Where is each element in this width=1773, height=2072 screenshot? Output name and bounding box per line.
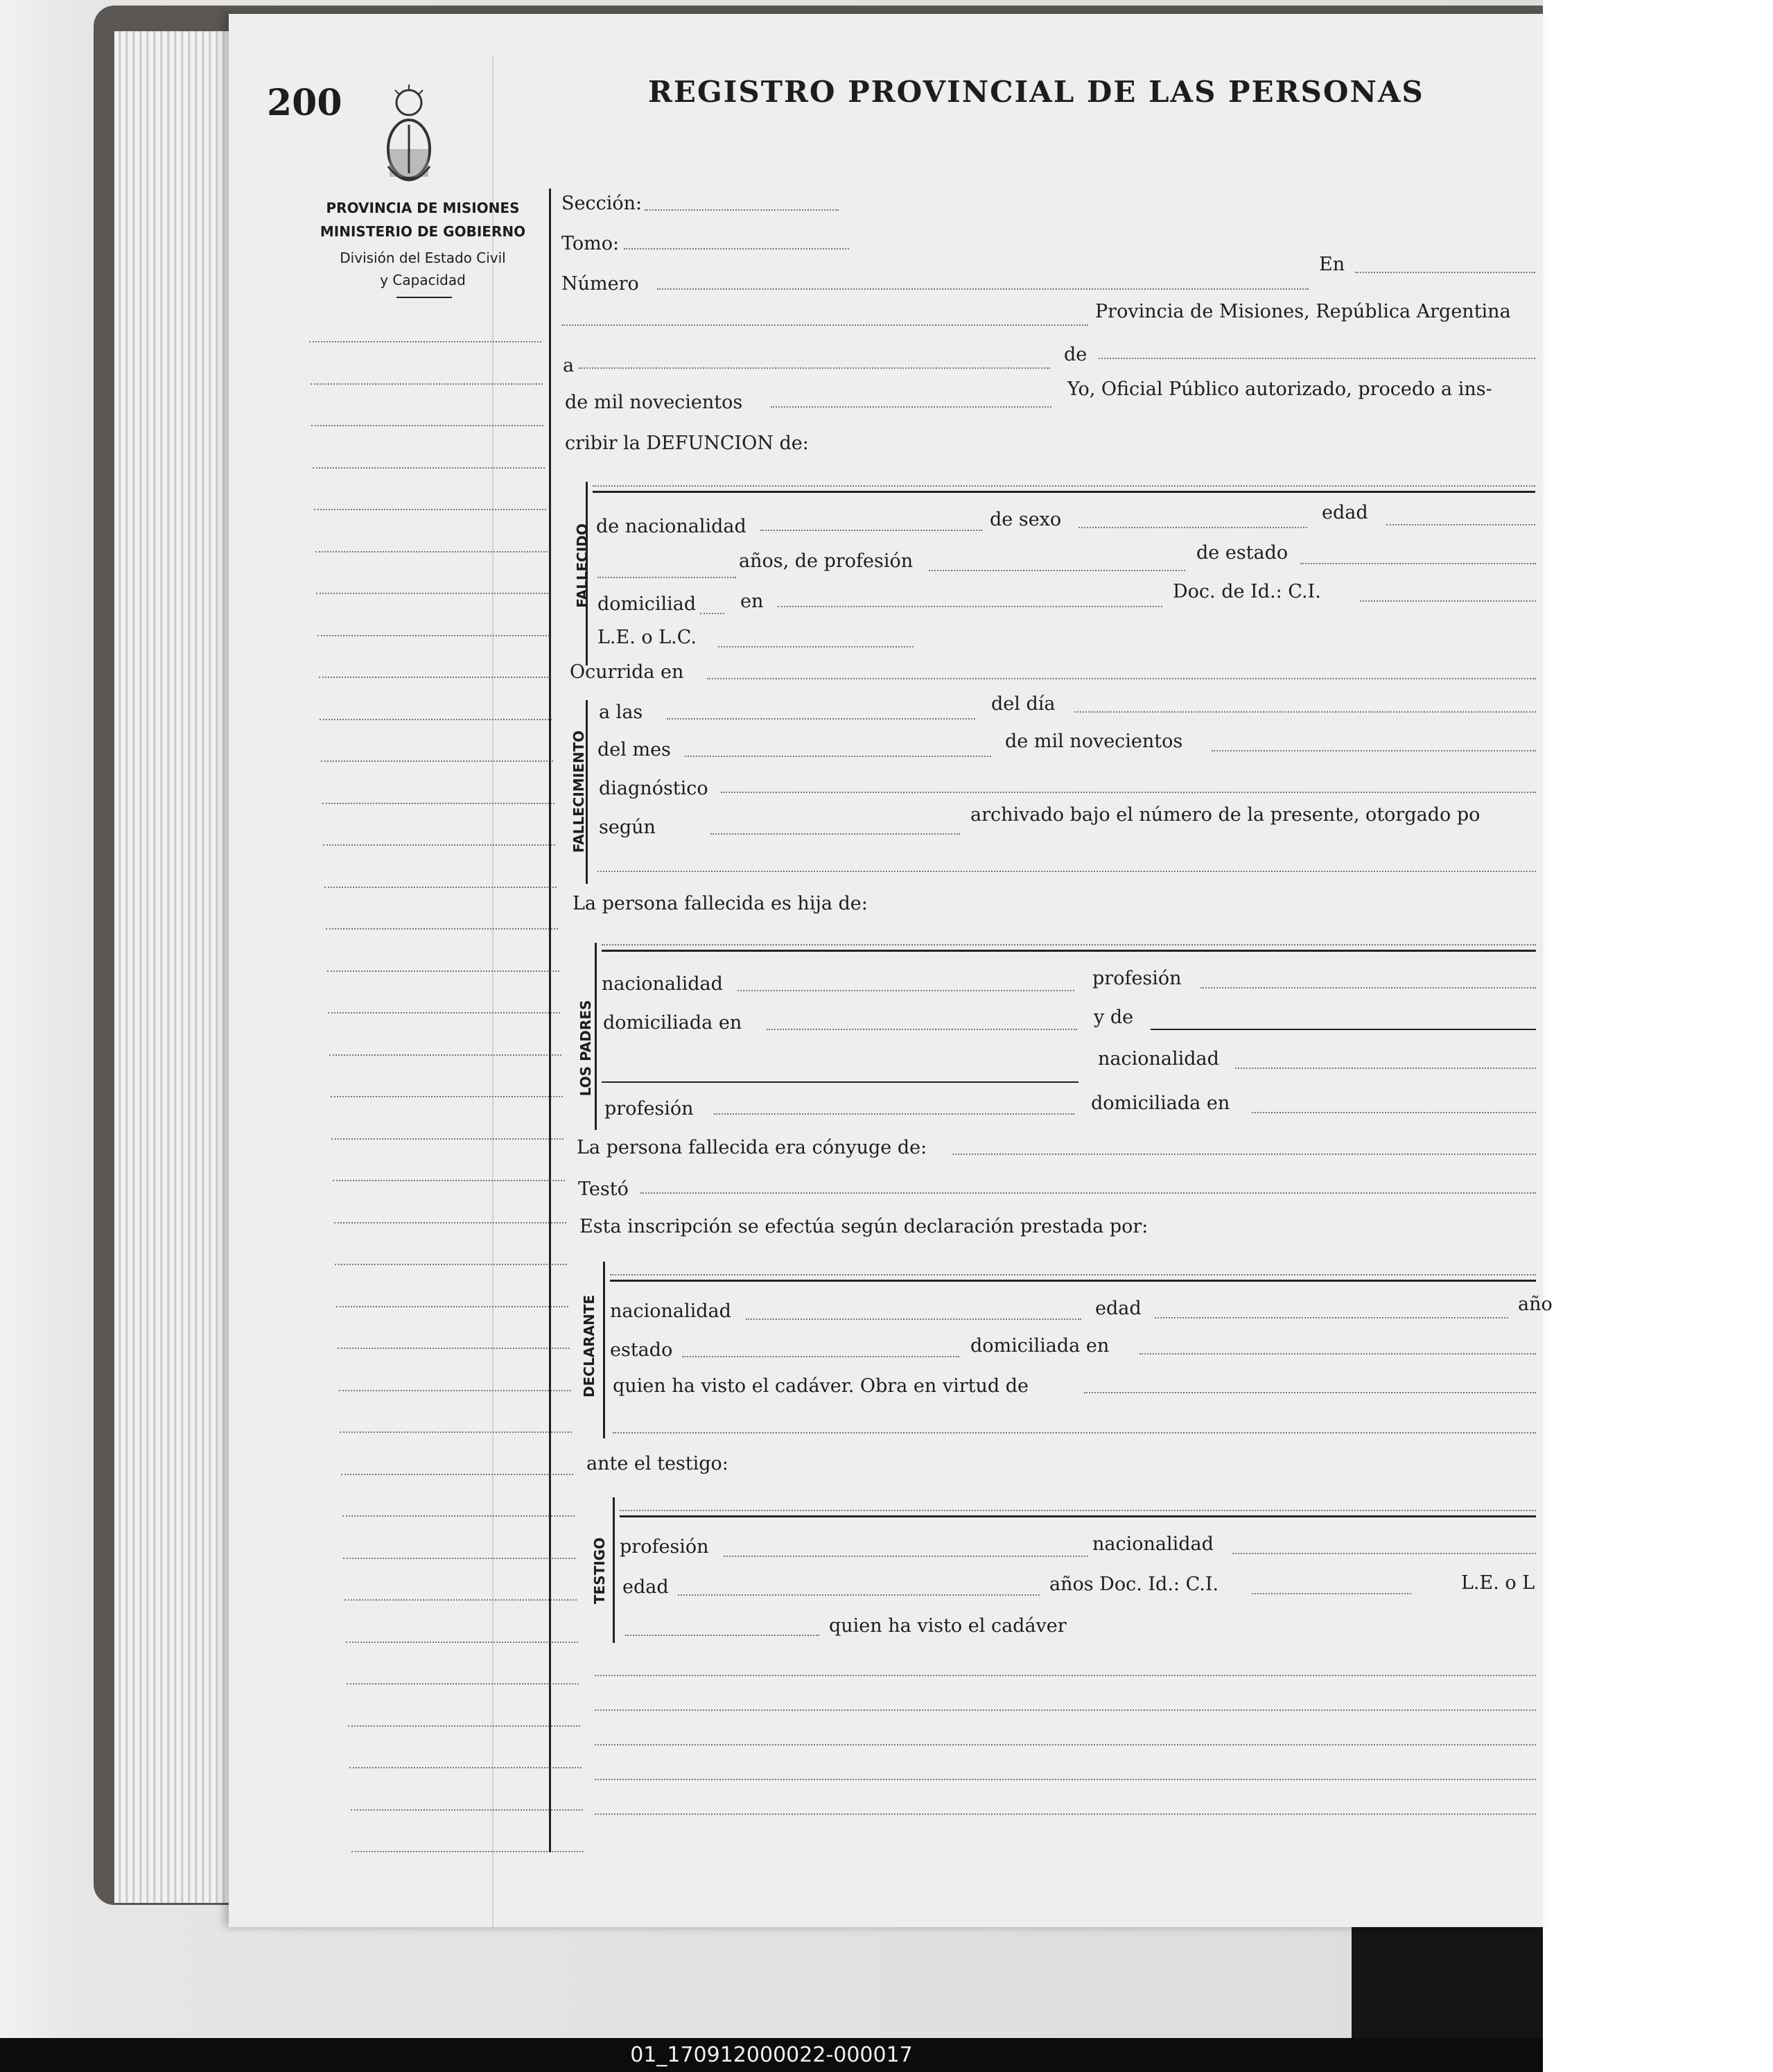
label-de: de [1064,344,1088,365]
label-decl-visto: quien ha visto el cadáver. Obra en virtud de [613,1375,1029,1397]
field-declarante-nombre[interactable] [610,1274,1536,1276]
field-madre-nombre-cont[interactable] [602,1081,1078,1083]
label-madre-prof: profesión [604,1098,694,1120]
margin-line[interactable] [314,509,546,510]
label-diag: diagnóstico [599,778,708,799]
field-padre-nac[interactable] [737,990,1074,991]
section-fallecimiento: FALLECIMIENTO [570,730,587,853]
label-le: L.E. o L.C. [597,627,697,648]
page-title: REGISTRO PROVINCIAL DE LAS PERSONAS [648,75,1424,109]
field-sexo[interactable] [1078,527,1307,528]
field-le[interactable] [718,646,914,647]
margin-line[interactable] [321,760,553,762]
field-estado[interactable] [1300,563,1536,564]
margin-line[interactable] [336,1306,568,1307]
label-provincia: Provincia de Misiones, República Argentina [1095,301,1511,322]
note-line[interactable] [595,1675,1536,1676]
label-decl-estado: estado [610,1339,673,1361]
field-test-nac[interactable] [1232,1553,1536,1554]
margin-line[interactable] [327,970,559,972]
field-anos[interactable] [597,577,736,578]
label-alas: a las [599,702,643,723]
coat-of-arms-icon [381,83,437,194]
margin-line[interactable] [315,551,548,552]
label-test-le: L.E. o L [1461,1572,1535,1594]
margin-line[interactable] [348,1725,580,1727]
field-testigo-nombre[interactable] [620,1510,1536,1511]
margin-line[interactable] [344,1599,577,1601]
label-delmes: del mes [597,739,671,760]
label-decl-dom: domiciliada en [970,1335,1110,1357]
margin-line[interactable] [340,1431,572,1433]
field-fallecido-nombre[interactable] [593,485,1535,487]
margin-line[interactable] [328,1012,560,1013]
field-madre-dom[interactable] [1252,1112,1536,1113]
margin-line[interactable] [319,677,551,678]
label-doc: Doc. de Id.: C.I. [1173,581,1321,602]
section-declarante: DECLARANTE [581,1294,597,1398]
label-estado: de estado [1196,542,1289,564]
field-madre-nac[interactable] [1235,1068,1536,1069]
note-line[interactable] [595,1744,1536,1745]
margin-line[interactable] [317,635,550,636]
issuer-capacity: y Capacidad [380,272,466,288]
margin-line[interactable] [313,467,545,469]
field-domicilio[interactable] [778,606,1162,607]
margin-line[interactable] [347,1683,579,1684]
label-deldia: del día [991,693,1056,715]
field-madre-nombre[interactable] [1151,1029,1536,1030]
margin-line[interactable] [311,425,543,426]
margin-line[interactable] [346,1642,578,1643]
field-nacionalidad[interactable] [760,530,982,531]
margin-line[interactable] [324,887,557,888]
label-test-prof: profesión [620,1536,709,1558]
margin-line[interactable] [338,1348,570,1349]
field-test-prof[interactable] [724,1556,1088,1557]
margin-line[interactable] [339,1390,571,1391]
margin-line[interactable] [335,1264,567,1265]
margin-line[interactable] [341,1474,573,1475]
field-de[interactable] [1099,358,1535,359]
margin-line[interactable] [316,593,548,594]
field-doc[interactable] [1360,600,1536,602]
field-domiciliad-suffix[interactable] [700,613,724,614]
margin-line[interactable] [311,383,543,385]
note-line[interactable] [595,1709,1536,1711]
margin-line[interactable] [349,1767,582,1768]
testigo-bracket [613,1497,615,1643]
label-edad: edad [1322,502,1368,523]
field-padre-dom[interactable] [767,1029,1077,1030]
field-decl-nac[interactable] [746,1318,1081,1320]
label-archivado: archivado bajo el número de la presente, otorgado po [970,804,1481,826]
field-test-edad[interactable] [678,1594,1040,1596]
section-testigo: TESTIGO [591,1537,608,1605]
padres-bracket [595,943,597,1130]
label-en: En [1319,254,1345,275]
field-hora[interactable] [667,718,975,720]
label-anos: años, de profesión [739,550,914,572]
label-test-visto: quien ha visto el cadáver [829,1615,1067,1637]
label-seccion: Sección: [561,193,643,214]
section-fallecido: FALLECIDO [574,523,591,608]
declarante-bracket [603,1262,605,1438]
label-ocurrida: Ocurrida en [570,661,684,683]
field-lugar[interactable] [561,324,1088,326]
label-segun: según [599,817,656,838]
field-test-ci[interactable] [1252,1593,1411,1594]
note-line[interactable] [595,1779,1536,1780]
declarante-top-rule [610,1280,1536,1282]
label-nacionalidad: de nacionalidad [596,516,746,537]
field-dia[interactable] [1074,711,1536,713]
label-decl-anos: año [1518,1294,1553,1315]
field-madre-prof[interactable] [714,1113,1074,1115]
issuer-division: División del Estado Civil [340,250,506,266]
label-domiciliad: domiciliad [597,593,697,615]
field-en[interactable] [1355,272,1535,273]
label-conyuge: La persona fallecida era cónyuge de: [577,1137,927,1158]
issuer-underline [396,297,452,298]
margin-line[interactable] [342,1515,575,1517]
field-decl-edad[interactable] [1155,1317,1508,1318]
field-padre-nombre[interactable] [602,944,1536,946]
fallecido-top-rule [593,491,1535,493]
margin-line[interactable] [334,1222,566,1224]
label-test-nac: nacionalidad [1092,1533,1214,1555]
margin-line[interactable] [320,719,552,720]
field-profesion[interactable] [929,570,1185,571]
label-yde: y de [1094,1007,1134,1028]
padres-top-rule [602,950,1536,952]
table-surface [1352,1913,1543,2038]
field-decl-virtud[interactable] [1084,1392,1536,1393]
footer-id: 01_170912000022-000017 [0,2038,1543,2072]
label-sexo: de sexo [990,509,1062,530]
label-a: a [563,355,575,376]
issuer-province: PROVINCIA DE MISIONES [326,200,520,216]
label-yo: Yo, Oficial Público autorizado, procedo a ins- [1067,378,1492,400]
margin-line[interactable] [333,1180,565,1181]
label-decl-nac: nacionalidad [610,1300,731,1322]
label-decl-edad: edad [1095,1298,1142,1319]
field-numero[interactable] [657,288,1309,290]
label-padre-dom: domiciliada en [603,1012,742,1034]
margin-line[interactable] [322,803,554,804]
label-test-edad: edad [622,1576,669,1598]
margin-line[interactable] [331,1138,564,1140]
label-padre-nac: nacionalidad [602,973,723,995]
label-inscripcion: Esta inscripción se efectúa según declaración prestada por: [579,1216,1148,1237]
margin-line[interactable] [329,1054,561,1056]
field-diagnostico[interactable] [721,792,1536,793]
field-conyuge[interactable] [952,1153,1536,1155]
note-line[interactable] [595,1813,1536,1815]
issuer-ministry: MINISTERIO DE GOBIERNO [320,223,526,240]
label-tomo: Tomo: [561,233,620,254]
field-test-le[interactable] [625,1635,819,1636]
field-decl-virtud-cont[interactable] [613,1432,1536,1434]
margin-line[interactable] [351,1809,583,1811]
field-otorgado[interactable] [597,871,1536,872]
margin-rule [549,189,551,1852]
label-testo: Testó [578,1178,629,1200]
margin-line[interactable] [343,1558,575,1559]
margin-line[interactable] [331,1096,563,1097]
field-seccion[interactable] [645,209,839,211]
page-number: 200 [267,82,342,124]
field-tomo[interactable] [624,248,849,250]
field-padre-prof[interactable] [1200,987,1536,989]
label-mil-fall: de mil novecientos [1005,731,1183,752]
field-segun[interactable] [710,833,960,835]
label-test-anos: años Doc. Id.: C.I. [1049,1574,1219,1595]
label-en-dom: en [740,591,764,612]
testigo-top-rule [620,1515,1536,1517]
field-decl-dom[interactable] [1139,1353,1536,1355]
label-cribir: cribir la DEFUNCION de: [565,433,809,454]
label-numero: Número [561,273,639,295]
section-padres: LOS PADRES [577,1000,594,1097]
margin-line[interactable] [309,341,541,342]
label-mil: de mil novecientos [565,392,743,413]
field-testo[interactable] [640,1192,1536,1194]
field-ano[interactable] [1212,750,1536,751]
margin-line[interactable] [323,844,555,846]
field-ocurrida[interactable] [707,678,1536,679]
field-a[interactable] [579,367,1050,369]
field-decl-estado[interactable] [682,1356,959,1357]
field-edad[interactable] [1386,524,1535,525]
label-ante: ante el testigo: [586,1453,728,1474]
label-madre-nac: nacionalidad [1098,1048,1219,1070]
margin-line[interactable] [326,928,558,930]
field-mil[interactable] [771,406,1051,408]
label-madre-dom: domiciliada en [1091,1092,1230,1114]
label-padre-prof: profesión [1092,968,1182,989]
field-mes[interactable] [685,756,991,757]
label-hija: La persona fallecida es hija de: [573,893,868,914]
